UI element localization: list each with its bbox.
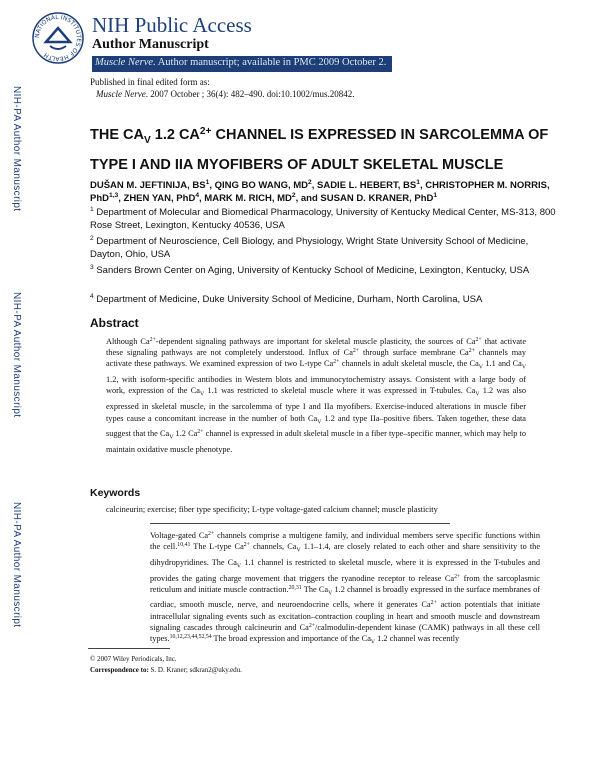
keywords-heading: Keywords (90, 487, 141, 499)
footnote-divider (88, 648, 170, 649)
citation-details: . 2007 October ; 36(4): 482–490. doi:10.1002/mus.20842. (145, 89, 355, 99)
affiliation-3: $^3$ Sanders Brown Center on Aging, University of Kentucky School of Medicine, Lexington, Kentucky, USA (90, 264, 530, 276)
author-manuscript-label: Author Manuscript (92, 37, 209, 52)
body-paragraph: Voltage-gated $Ca^{2+}$ channels comprise a multigene family, and individual members serve specific functions within the cell.$^{10,41}$ The L-type $Ca^{2+}$ channels, $Ca_V$ 1.1–1.4, are closely related to each other and share sensitivity to the dihydropyridines. The $Ca_V$ 1.1 channel is restricted to skeletal muscle, where it is expressed in the T-tubules and provides the gating charge movement that triggers the ryanodine receptor to release $Ca^{2+}$ from the sarcoplasmic reticulum and initiate muscle contraction.$^{20,31}$ The $Ca_V$ 1.2 channel is broadly expressed in the surface membranes of cardiac, smooth muscle, nerve, and neuroendocrine cells, where it generates $Ca^{2+}$ action potentials that initiate intracellular signaling events such as excitation–contraction coupling in heart and smooth muscle and downstream signaling cascades through calcineurin and $Ca^{2+}/calmodulin$-dependent kinase (CAMK) pathways in all these cell types.$^{10,12,23,44,52,54}$ The broad expression and importance of the $Ca_V$ 1.2 channel was recently (150, 531, 541, 646)
nih-logo (32, 12, 84, 64)
author-name: CHRISTOPHER M. NORRIS, PhD (90, 180, 550, 204)
svg-text:NATIONAL INSTITUTES OF HEALTH: NATIONAL INSTITUTES OF HEALTH (33, 13, 83, 63)
article-title: THE $CA_V$ 1.2 $CA^{2+}$ CHANNEL IS EXPRESSED IN SARCOLEMMA OF TYPE I AND IIA MYOFIBERS OF ADULT SKELETAL MUSCLE (90, 126, 549, 173)
copyright-note: © 2007 Wiley Periodicals, Inc. (90, 655, 177, 663)
availability-note (95, 57, 386, 68)
author-name: MARK M. RICH, MD (204, 193, 292, 204)
affiliation-4: $^4$ Department of Medicine, Duke University School of Medicine, Durham, North Carolina, USA (90, 293, 483, 305)
abstract-heading: Abstract (90, 316, 139, 330)
side-label-top: NIH-PA Author Manuscript (11, 86, 22, 212)
author-name: QING BO WANG, MD (214, 180, 309, 191)
divider (150, 523, 450, 524)
published-label: Published in final edited form as: (90, 77, 210, 87)
author-name: DUŠAN M. JEFTINIJA, BS (90, 180, 206, 191)
author-list: DUŠAN M. JEFTINIJA, $BS^1$, QING BO WANG, $MD^2$, SADIE L. HEBERT, $BS^1$, CHRISTOPHER M. NORRIS, PhD$^{1,3}$, ZHEN YAN, PhD$^4$, MARK M. RICH, $MD^2$, and SUSAN D. KRANER, PhD$^1$ (90, 179, 550, 204)
abstract-text: Although $Ca^{2+}$-dependent signaling pathways are important for skeletal muscle plasticity, the sources of $Ca^{2+}$ that activate these signaling pathways are not completely understood. Influx of $Ca^{2+}$ through surface membrane $Ca^{2+}$ channels may activate these pathways. We examined expression of two L-type $Ca^{2+}$ channels in adult skeletal muscle, the $Ca_V$ 1.1 and $Ca_V$ 1.2, with isoform-specific antibodies in Western blots and immunocytochemistry assays. Consistent with a large body of work, expression of the $Ca_V$ 1.1 was restricted to skeletal muscle where it was expressed in T-tubules. $Ca_V$ 1.2 was also expressed in skeletal muscle, in the sarcolemma of type I and IIa myofibers. Exercise-induced alterations in muscle fiber types cause a concomitant increase in the number of both $Ca_V$ 1.2 and type IIa–positive fibers. Taken together, these data suggest that the $Ca_V$ 1.2 $Ca^{2+}$ channel is expressed in adult skeletal muscle in a fiber type–specific manner, which may help to maintain oxidative muscle phenotype. (106, 337, 527, 455)
author-name: SADIE L. HEBERT, BS (317, 180, 417, 191)
side-label-bottom: NIH-PA Author Manuscript (11, 502, 22, 628)
affiliation-2: $^2$ Department of Neuroscience, Cell Biology, and Physiology, Wright State University School of Medicine, Dayton, Ohio, USA (90, 235, 529, 260)
nih-public-access-title: NIH Public Access (92, 13, 252, 37)
journal-name: Muscle Nerve (95, 57, 154, 68)
citation-journal: Muscle Nerve (96, 89, 146, 99)
citation (96, 89, 354, 99)
keywords-list: calcineurin; exercise; fiber type specificity; L-type voltage-gated calcium channel; muscle plasticity (106, 505, 438, 514)
author-name: ZHEN YAN, PhD (123, 193, 196, 204)
availability-text: . Author manuscript; available in PMC 2009 October 2. (153, 57, 387, 68)
affiliation-1: $^1$ Department of Molecular and Biomedical Pharmacology, University of Kentucky Medical Center, MS-313, 800 Rose Street, Lexington, Kentucky 40536, USA (90, 206, 556, 231)
side-label-middle: NIH-PA Author Manuscript (11, 292, 22, 418)
author-name: SUSAN D. KRANER, PhD (320, 193, 434, 204)
correspondence-note: Correspondence to: S. D. Kraner; sdkran2@uky.edu. (90, 666, 242, 674)
